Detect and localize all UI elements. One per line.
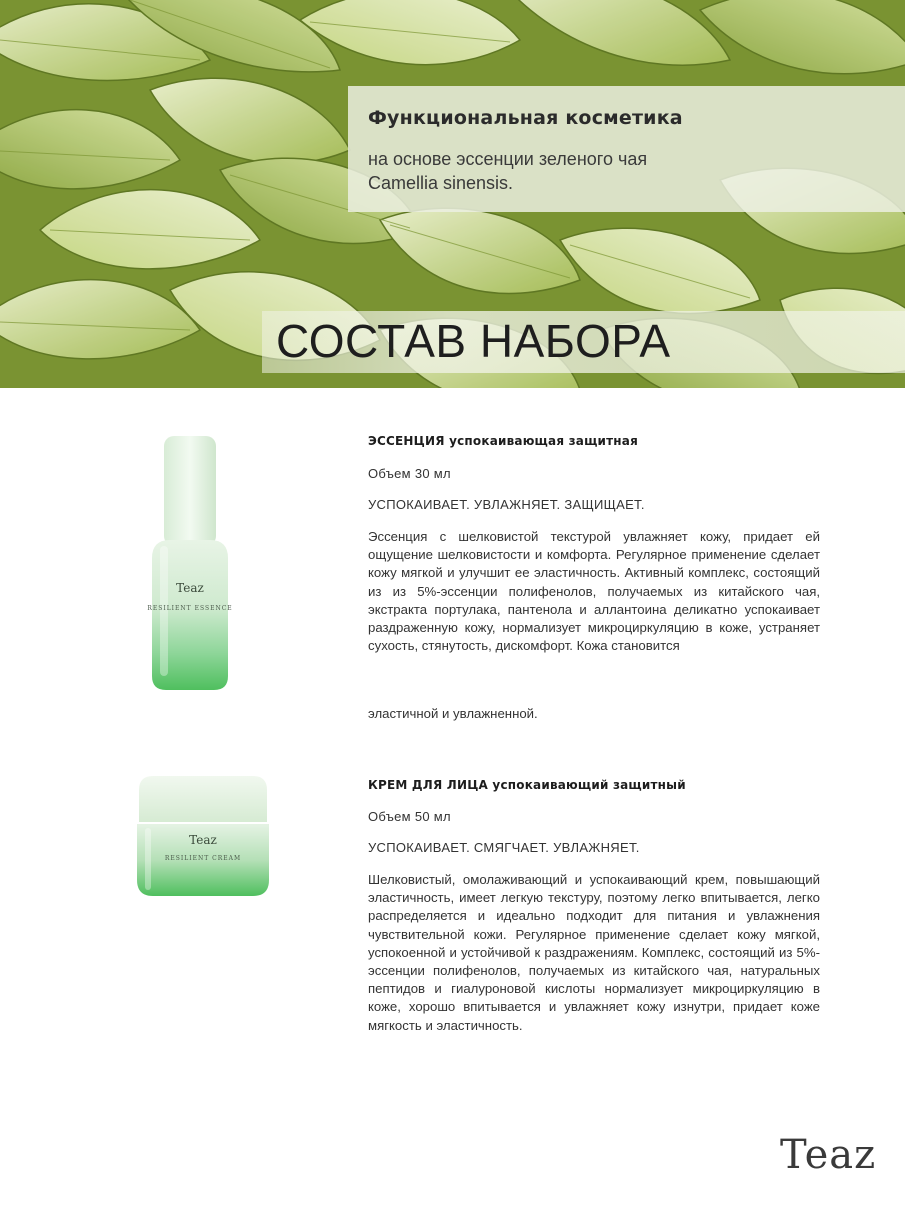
hero-banner: [0, 0, 905, 388]
intro-line-1: на основе эссенции зеленого чая: [368, 149, 648, 169]
product-1-title: [368, 434, 638, 448]
intro-title: Функциональная косметика: [368, 107, 683, 129]
product-2-title: [368, 778, 686, 792]
product-2-title-sub: успокаивающий защитный: [492, 778, 686, 792]
product-2-tagline: УСПОКАИВАЕТ. СМЯГЧАЕТ. УВЛАЖНЯЕТ.: [368, 840, 640, 855]
cream-jar-icon: [133, 772, 273, 902]
product-2-title-main: КРЕМ ДЛЯ ЛИЦА: [368, 778, 489, 792]
essence-bottle-label: RESILIENT ESSENCE: [147, 605, 233, 612]
product-1-title-main: ЭССЕНЦИЯ: [368, 434, 445, 448]
intro-subtitle: [368, 147, 788, 195]
cream-jar-label: RESILIENT CREAM: [164, 855, 242, 862]
product-1-volume: Объем 30 мл: [368, 466, 451, 481]
product-1-description-end: эластичной и увлажненной.: [368, 706, 538, 721]
section-title: СОСТАВ НАБОРА: [276, 315, 671, 367]
essence-bottle-icon: [140, 428, 240, 693]
intro-line-2: Camellia sinensis.: [368, 173, 514, 193]
product-2-description: Шелковистый, омолаживающий и успокаивающий крем, повышающий эластичность, имеет легкую текстуру, поэтому легко впитывается, легко распределяется и идеально подходит для питания и увлажнения чувствительной кожи. Регулярное применение сделает кожу мягкой, успокоенной и устойчивой к раздражениям. Комплекс, состоящий из 5%-эссенции полифенолов, получаемых из китайского чая, натуральных пептидов и гиалуроновой кислоты нормализует микроциркуляцию в коже, хорошо впитывается и увлажняет кожу изнутри, придает коже мягкость и эластичность.: [368, 872, 820, 1033]
cream-jar-brand: Teaz: [189, 833, 217, 847]
product-2-volume: Объем 50 мл: [368, 809, 451, 824]
product-1-tagline: УСПОКАИВАЕТ. УВЛАЖНЯЕТ. ЗАЩИЩАЕТ.: [368, 497, 645, 512]
essence-bottle-brand: Teaz: [176, 581, 204, 595]
product-1-title-sub: успокаивающая защитная: [449, 434, 638, 448]
product-1-description: Эссенция с шелковистой текстурой увлажняет кожу, придает ей ощущение шелковистости и комфорта. Регулярное применение сделает кожу мягкой и улучшит ее эластичность. Активный комплекс, состоящий из из 5%-эссенции полифенолов, получаемых из китайского чая, экстракта портулака, пантенола и аллантоина деликатно успокаивает раздраженную кожу, нормализует микроциркуляцию в коже, устраняет сухость, стянутость, дискомфорт. Кожа становится: [368, 529, 820, 654]
brand-logo: Teaz: [780, 1132, 877, 1178]
